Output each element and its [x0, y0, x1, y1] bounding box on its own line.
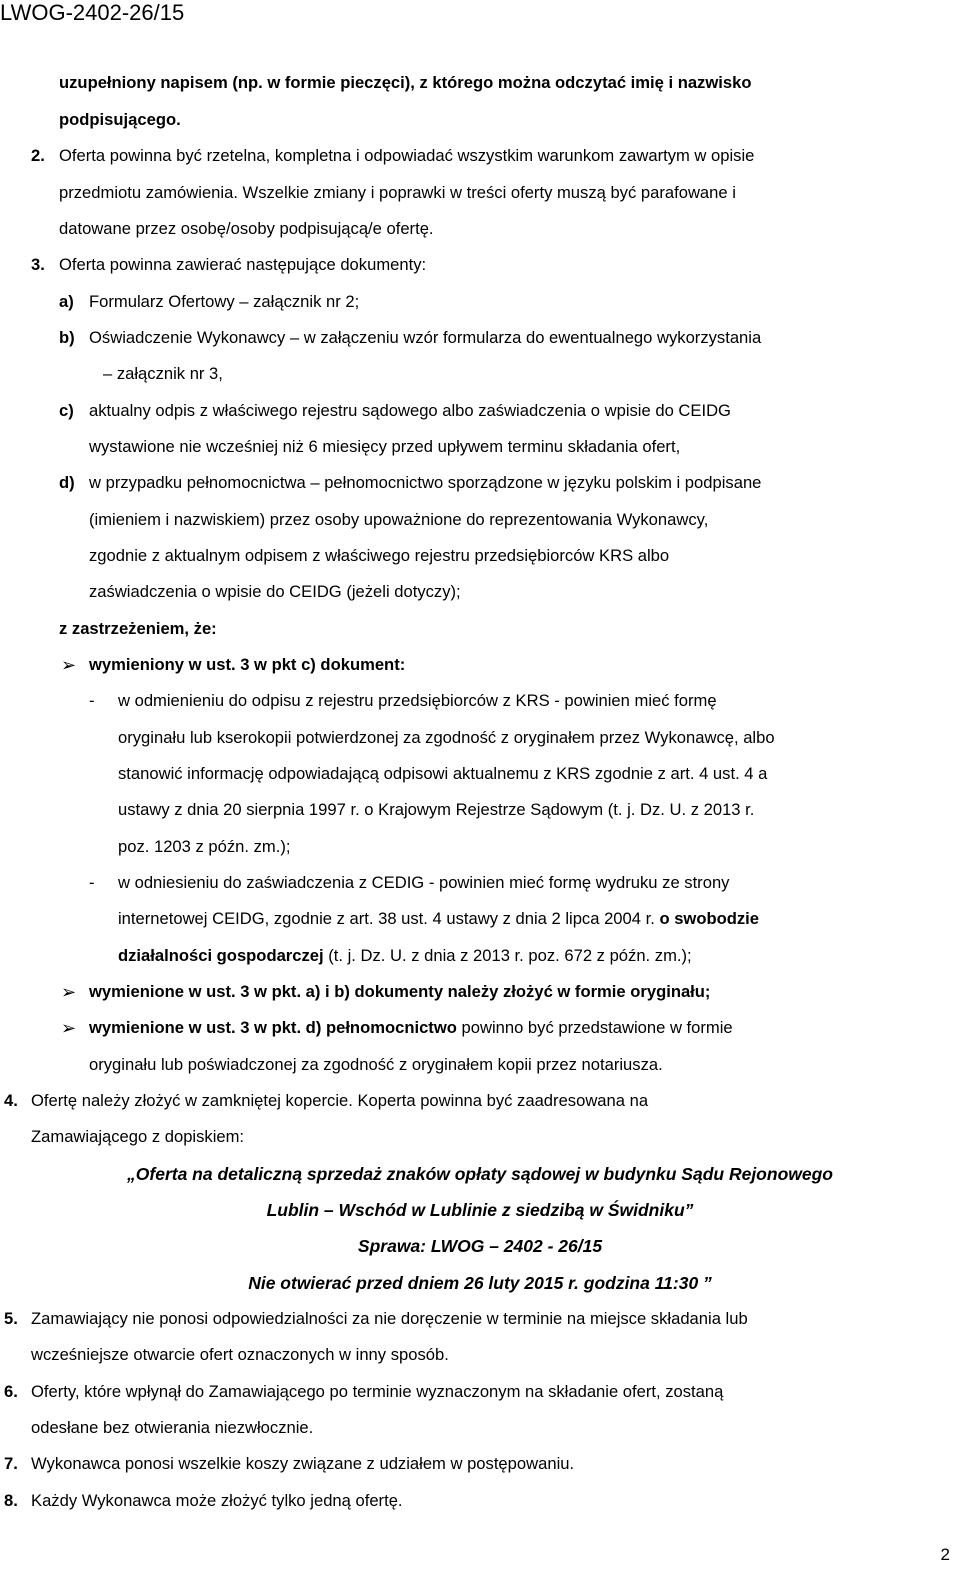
paragraph-line: poz. 1203 z późn. zm.);: [118, 837, 291, 856]
paragraph-line: Formularz Ofertowy – załącznik nr 2;: [89, 292, 360, 311]
paragraph-line: z zastrzeżeniem, że:: [59, 619, 217, 638]
paragraph-line: – załącznik nr 3,: [103, 364, 223, 383]
paragraph-line: (imieniem i nazwiskiem) przez osoby upoważnione do reprezentowania Wykonawcy,: [89, 510, 709, 529]
paragraph-line: aktualny odpis z właściwego rejestru sądowego albo zaświadczenia o wpisie do CEIDG: [89, 401, 731, 420]
envelope-label-line: „Oferta na detaliczną sprzedaż znaków opłaty sądowej w budynku Sądu Rejonowego: [127, 1164, 833, 1184]
paragraph-line: Każdy Wykonawca może złożyć tylko jedną ofertę.: [31, 1491, 403, 1510]
subitem-label: d): [59, 473, 75, 492]
paragraph-line: Oferta powinna być rzetelna, kompletna i odpowiadać wszystkim warunkom zawartym w opisie: [59, 146, 755, 165]
paragraph-line: działalności gospodarczej (t. j. Dz. U. z dnia z 2013 r. poz. 672 z późn. zm.);: [118, 946, 692, 965]
paragraph-line: ustawy z dnia 20 sierpnia 1997 r. o Krajowym Rejestrze Sądowym (t. j. Dz. U. z 2013 r.: [118, 800, 755, 819]
paragraph-line: przedmiotu zamówienia. Wszelkie zmiany i poprawki w treści oferty muszą być parafowane i: [59, 183, 736, 202]
subitem-label: b): [59, 328, 75, 347]
item-number: 7.: [4, 1454, 18, 1473]
paragraph-line: uzupełniony napisem (np. w formie pieczęci), z którego można odczytać imię i nazwisko: [59, 73, 752, 92]
arrow-bullet-icon: ➢: [61, 655, 77, 675]
paragraph-line: wymieniony w ust. 3 w pkt c) dokument:: [89, 655, 406, 674]
document-header: LWOG-2402-26/15: [0, 0, 185, 25]
item-number: 6.: [4, 1382, 18, 1401]
subitem-label: c): [59, 401, 74, 420]
paragraph-line: w odmienieniu do odpisu z rejestru przedsiębiorców z KRS - powinien mieć formę: [118, 691, 717, 710]
item-number: 4.: [4, 1091, 18, 1110]
dash-bullet: -: [89, 691, 95, 710]
arrow-bullet-icon: ➢: [61, 1018, 77, 1038]
envelope-label-line: Nie otwierać przed dniem 26 luty 2015 r. godzina 11:30 ”: [248, 1273, 712, 1293]
paragraph-line: Oświadczenie Wykonawcy – w załączeniu wzór formularza do ewentualnego wykorzystania: [89, 328, 762, 347]
paragraph-line: Zamawiający nie ponosi odpowiedzialności za nie doręczenie w terminie na miejsce składania lub: [31, 1309, 748, 1328]
paragraph-line: Wykonawca ponosi wszelkie koszy związane z udziałem w postępowaniu.: [31, 1454, 575, 1473]
paragraph-line: wystawione nie wcześniej niż 6 miesięcy przed upływem terminu składania ofert,: [89, 437, 681, 456]
envelope-label-line: Sprawa: LWOG – 2402 - 26/15: [357, 1236, 603, 1256]
paragraph-line: stanowić informację odpowiadającą odpisowi aktualnemu z KRS zgodnie z art. 4 ust. 4 a: [118, 764, 768, 783]
item-number: 8.: [4, 1491, 18, 1510]
paragraph-line: wcześniejsze otwarcie ofert oznaczonych w inny sposób.: [31, 1345, 449, 1364]
arrow-bullet-icon: ➢: [61, 982, 77, 1002]
item-number: 3.: [31, 255, 45, 274]
paragraph-line: w przypadku pełnomocnictwa – pełnomocnictwo sporządzone w języku polskim i podpisane: [89, 473, 762, 492]
envelope-label-line: Lublin – Wschód w Lublinie z siedzibą w Świdniku”: [266, 1200, 694, 1220]
page-number: 2: [940, 1545, 950, 1564]
paragraph-line: wymienione w ust. 3 w pkt. d) pełnomocnictwo powinno być przedstawione w formie: [89, 1018, 733, 1037]
paragraph-line: podpisującego.: [59, 110, 181, 129]
paragraph-line: Zamawiającego z dopiskiem:: [31, 1127, 245, 1146]
paragraph-line: w odniesieniu do zaświadczenia z CEDIG - powinien mieć formę wydruku ze strony: [118, 873, 730, 892]
paragraph-line: oryginału lub poświadczonej za zgodność z oryginałem kopii przez notariusza.: [89, 1055, 663, 1074]
paragraph-line: odesłane bez otwierania niezwłocznie.: [31, 1418, 314, 1437]
item-number: 2.: [31, 146, 45, 165]
paragraph-line: zaświadczenia o wpisie do CEIDG (jeżeli dotyczy);: [89, 582, 461, 601]
paragraph-line: Ofertę należy złożyć w zamkniętej kopercie. Koperta powinna być zaadresowana na: [31, 1091, 649, 1110]
paragraph-line: Oferty, które wpłynął do Zamawiającego po terminie wyznaczonym na składanie ofert, zostaną: [31, 1382, 724, 1401]
subitem-label: a): [59, 292, 74, 311]
paragraph-line: Oferta powinna zawierać następujące dokumenty:: [59, 255, 427, 274]
paragraph-line: zgodnie z aktualnym odpisem z właściwego rejestru przedsiębiorców KRS albo: [89, 546, 670, 565]
paragraph-line: wymienione w ust. 3 w pkt. a) i b) dokumenty należy złożyć w formie oryginału;: [89, 982, 711, 1001]
paragraph-line: internetowej CEIDG, zgodnie z art. 38 ust. 4 ustawy z dnia 2 lipca 2004 r. o swobodzie: [118, 909, 760, 928]
item-number: 5.: [4, 1309, 18, 1328]
paragraph-line: oryginału lub kserokopii potwierdzonej za zgodność z oryginałem przez Wykonawcę, albo: [118, 728, 775, 747]
paragraph-line: datowane przez osobę/osoby podpisującą/e ofertę.: [59, 219, 434, 238]
dash-bullet: -: [89, 873, 95, 892]
